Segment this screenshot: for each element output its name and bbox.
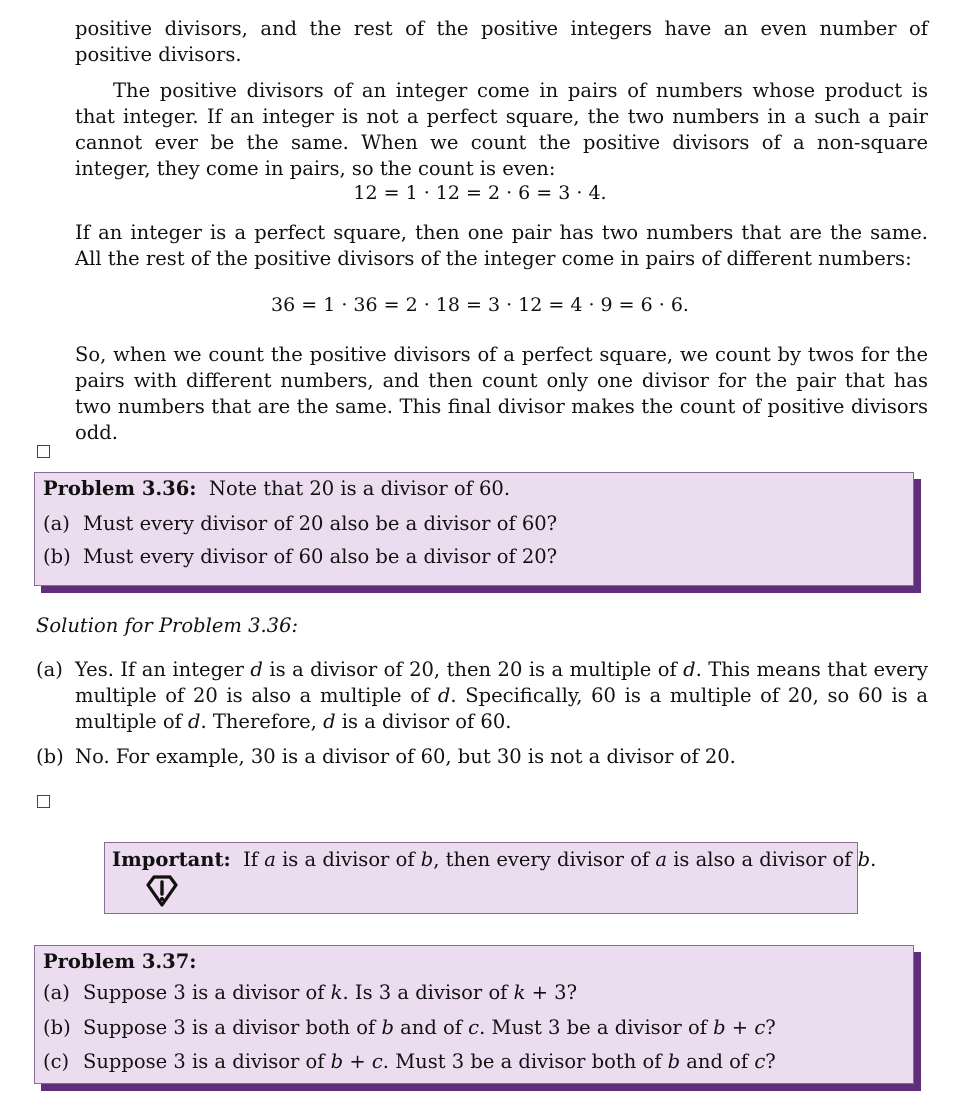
- part-text: Must every divisor of 20 also be a divisor of 60?: [83, 512, 558, 535]
- problem-3-37-title: Problem 3.37:: [43, 950, 197, 973]
- text: and of: [680, 1050, 755, 1073]
- var-c: c: [754, 1016, 766, 1039]
- var-c: c: [371, 1050, 383, 1073]
- text: and of: [393, 1016, 469, 1039]
- var-a: a: [264, 848, 276, 871]
- part-label: (b): [43, 545, 71, 568]
- var-d: d: [437, 684, 451, 707]
- text: +: [343, 1050, 372, 1073]
- text: ?: [765, 1016, 776, 1039]
- text: is a divisor of 60.: [335, 710, 512, 733]
- text: ?: [765, 1050, 776, 1073]
- warning-icon: [145, 874, 179, 908]
- problem-3-36-title: Problem 3.36:: [43, 477, 197, 500]
- part-label: (a): [43, 512, 70, 535]
- solution-part-a: [36, 657, 928, 735]
- part-label: (a): [43, 981, 70, 1004]
- paragraph-1: positive divisors, and the rest of the positive integers have an even number of positive divisors.: [75, 17, 928, 66]
- text: Yes. If an integer: [75, 658, 251, 681]
- text: . Must 3 be a divisor both of: [382, 1050, 668, 1073]
- var-d: d: [187, 710, 201, 733]
- var-c: c: [468, 1016, 480, 1039]
- var-k: k: [330, 981, 343, 1004]
- var-a: a: [655, 848, 667, 871]
- paragraph-2: The positive divisors of an integer come in pairs of numbers whose product is that integer. If an integer is not a perfect square, the two numbers in a such a pair cannot ever be the same. When we count the positive divisors of a non-square integer, they come in pairs, so the count is even:: [75, 79, 928, 180]
- problem-3-37-part-c: [43, 1049, 905, 1075]
- text: is a divisor of 20, then 20 is a multiple of: [262, 658, 684, 681]
- var-d: d: [683, 658, 696, 681]
- var-b: b: [667, 1050, 681, 1073]
- var-k: k: [513, 981, 526, 1004]
- part-label: (b): [43, 1016, 71, 1039]
- problem-3-36-box: [34, 472, 914, 586]
- solution-part-b: [36, 744, 928, 770]
- text: If: [243, 848, 265, 871]
- var-d: d: [250, 658, 263, 681]
- text: +: [725, 1016, 755, 1039]
- important-title: Important:: [112, 848, 231, 871]
- text: . This means that every multiple of 20 is also a multiple of: [75, 658, 928, 707]
- text: Suppose 3 is a divisor of: [83, 1050, 331, 1073]
- var-c: c: [754, 1050, 766, 1073]
- text: + 3?: [525, 981, 578, 1004]
- var-d: d: [323, 710, 336, 733]
- var-b: b: [381, 1016, 394, 1039]
- part-label: (c): [43, 1050, 70, 1073]
- part-text: Must every divisor of 60 also be a divisor of 20?: [83, 545, 558, 568]
- problem-3-37-part-b: [43, 1015, 905, 1041]
- var-b: b: [857, 848, 871, 871]
- part-text: No. For example, 30 is a divisor of 60, but 30 is not a divisor of 20.: [75, 745, 736, 768]
- end-of-proof-square: [37, 795, 50, 808]
- text: is also a divisor of: [667, 848, 858, 871]
- part-label: (a): [36, 658, 63, 681]
- paragraph-3: If an integer is a perfect square, then one pair has two numbers that are the same. All the rest of the positive divisors of the integer come in pairs of different numbers:: [75, 221, 928, 270]
- text: . Is 3 a divisor of: [342, 981, 514, 1004]
- text: .: [870, 848, 877, 871]
- text: , then every divisor of: [433, 848, 656, 871]
- solution-heading: Solution for Problem 3.36:: [36, 614, 299, 637]
- text: . Specifically, 60 is a multiple of 20, so 60 is a multiple of: [75, 684, 928, 733]
- problem-3-36-part-b: [43, 544, 905, 570]
- text: Suppose 3 is a divisor both of: [83, 1016, 382, 1039]
- important-box: [104, 842, 877, 914]
- text: is a divisor of: [275, 848, 421, 871]
- var-b: b: [713, 1016, 726, 1039]
- problem-3-36-part-a: [43, 511, 905, 537]
- paragraph-4: So, when we count the positive divisors of a perfect square, we count by twos for the pairs with different numbers, and then count only one divisor for the pair that has two numbers that are the same. This final divisor makes the count of positive divisors odd.: [75, 343, 928, 444]
- equation-36: 36 = 1 · 36 = 2 · 18 = 3 · 12 = 4 · 9 = 6 · 6.: [271, 294, 689, 316]
- text: . Therefore,: [200, 710, 324, 733]
- text: . Must 3 be a divisor of: [479, 1016, 714, 1039]
- problem-3-37-part-a: [43, 980, 905, 1006]
- equation-12: 12 = 1 · 12 = 2 · 6 = 3 · 4.: [353, 182, 607, 204]
- text: Suppose 3 is a divisor of: [83, 981, 331, 1004]
- var-b: b: [330, 1050, 344, 1073]
- problem-3-36-statement: Note that 20 is a divisor of 60.: [208, 477, 511, 500]
- var-b: b: [420, 848, 434, 871]
- problem-3-37-box: [34, 945, 914, 1084]
- part-label: (b): [36, 745, 64, 768]
- end-of-proof-square: [37, 445, 50, 458]
